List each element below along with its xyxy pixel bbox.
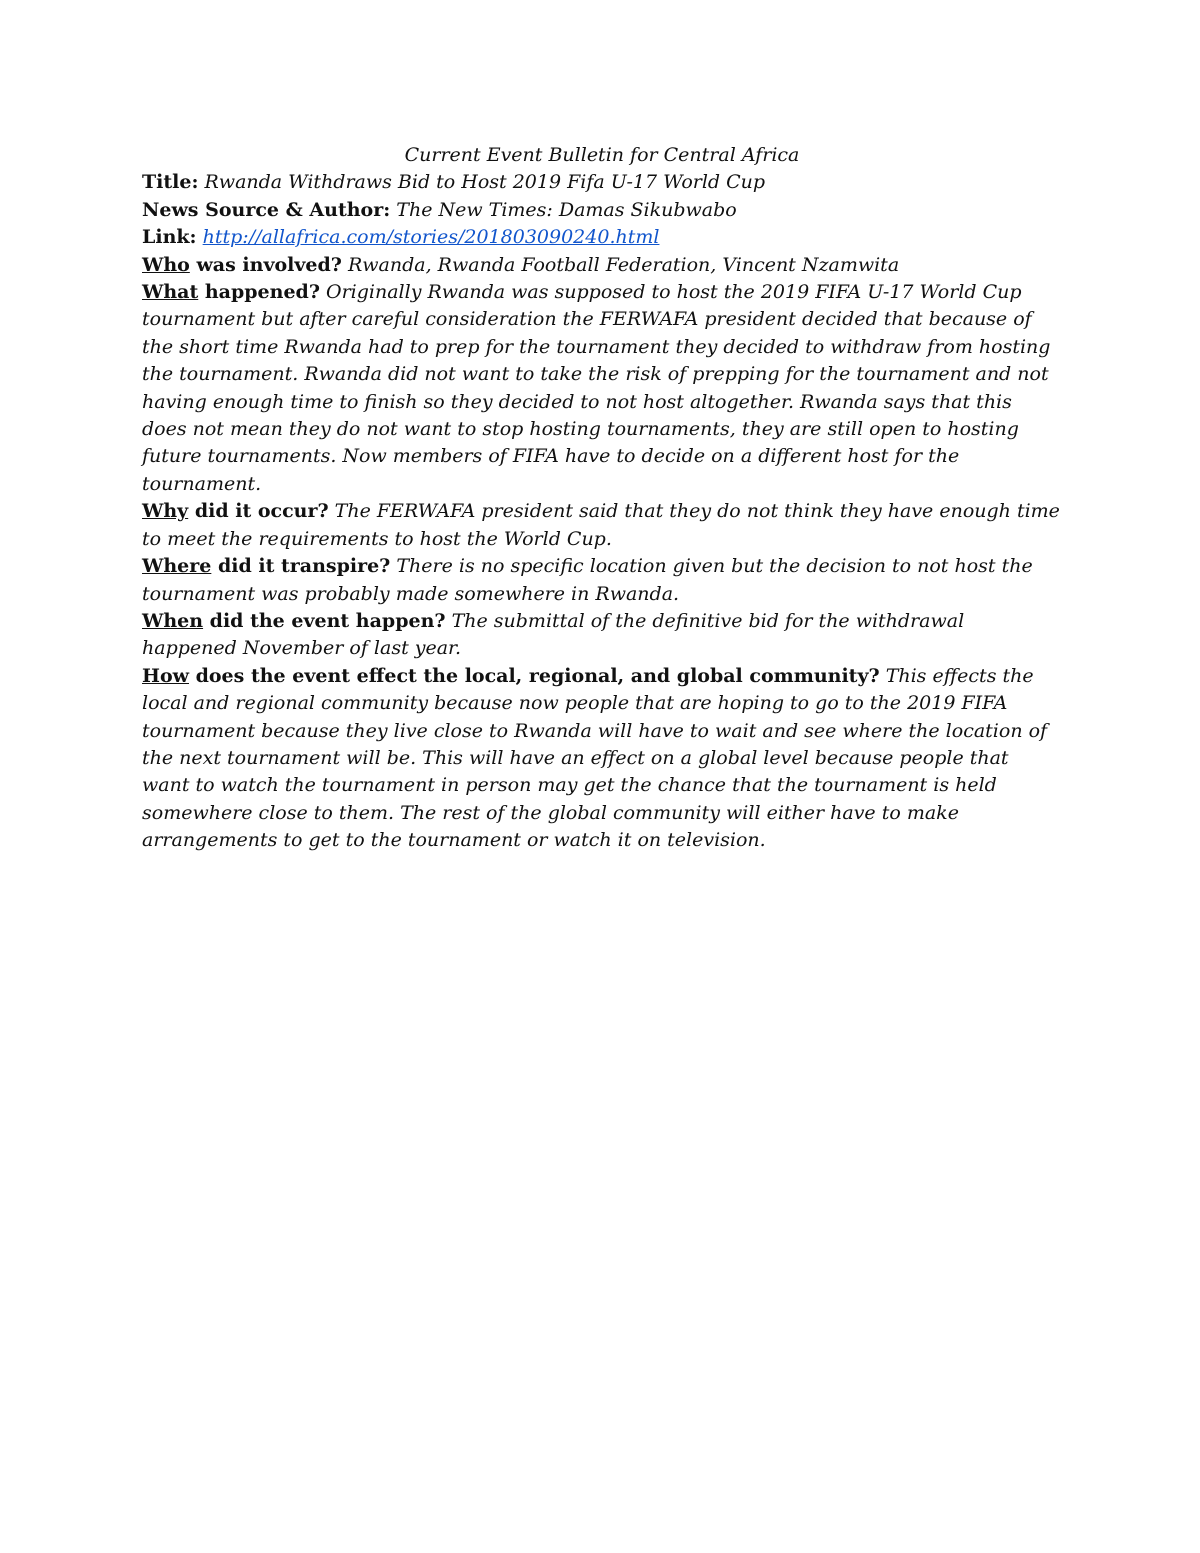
source-row — [142, 197, 1062, 224]
bulletin-body — [142, 142, 1062, 855]
how-question: does the event effect the local, regional, and global community? — [188, 664, 880, 687]
how-keyword: How — [142, 664, 189, 687]
what-keyword: What — [142, 281, 199, 304]
bulletin-heading: Current Event Bulletin for Central Africa — [404, 144, 800, 166]
where-answer: There is no specific location given but the decision to not host the tournament was probably made somewhere in Rwanda. — [142, 555, 1033, 605]
when-section — [142, 608, 1062, 663]
when-answer: The submittal of the definitive bid for the withdrawal happened November of last year. — [142, 609, 965, 660]
why-keyword: Why — [142, 500, 189, 523]
why-question: did it occur? — [188, 500, 329, 523]
source-value: The New Times: Damas Sikubwabo — [396, 198, 737, 221]
when-question: did the event happen? — [203, 609, 446, 632]
when-keyword: When — [142, 609, 204, 632]
title-value: Rwanda Withdraws Bid to Host 2019 Fifa U-17 World Cup — [204, 171, 766, 194]
link-label: Link: — [142, 226, 197, 249]
link-row — [142, 224, 1062, 251]
what-section — [142, 279, 1062, 498]
what-answer: Originally Rwanda was supposed to host the 2019 FIFA U-17 World Cup tournament but after careful consideration the FERWAFA president decided that because of the short time Rwanda had to prep for the tournament they decided to withdraw from hosting the tournament. Rwanda did not want to take the risk of prepping for the tournament and not having enough time to finish so they decided to not host altogether. Rwanda says that this does not mean they do not want to stop hosting tournaments, they are still open to hosting future tournaments. Now members of FIFA have to decide on a different host for the tournament. — [142, 281, 1051, 495]
why-section — [142, 498, 1062, 553]
article-link[interactable]: http://allafrica.com/stories/201803090240.html — [202, 226, 660, 249]
why-answer: The FERWAFA president said that they do not think they have enough time to meet the requirements to host the World Cup. — [142, 500, 1060, 550]
source-label: News Source & Author: — [142, 198, 391, 221]
who-question: was involved? — [189, 253, 342, 276]
who-section — [142, 252, 1062, 279]
title-row — [142, 169, 1062, 196]
what-question: happened? — [198, 281, 320, 304]
who-keyword: Who — [142, 253, 190, 276]
how-section — [142, 663, 1062, 855]
where-question: did it transpire? — [211, 555, 391, 578]
where-keyword: Where — [142, 555, 212, 578]
how-answer: This effects the local and regional community because now people that are hoping to go to the 2019 FIFA tournament because they live close to Rwanda will have to wait and see where the location of the next tournament will be. This will have an effect on a global level because people that want to watch the tournament in person may get the chance that the tournament is held somewhere close to them. The rest of the global community will either have to make arrangements to get to the tournament or watch it on television. — [142, 664, 1048, 852]
who-answer: Rwanda, Rwanda Football Federation, Vincent Nzamwita — [347, 253, 900, 276]
where-section — [142, 553, 1062, 608]
title-label: Title: — [142, 171, 199, 194]
